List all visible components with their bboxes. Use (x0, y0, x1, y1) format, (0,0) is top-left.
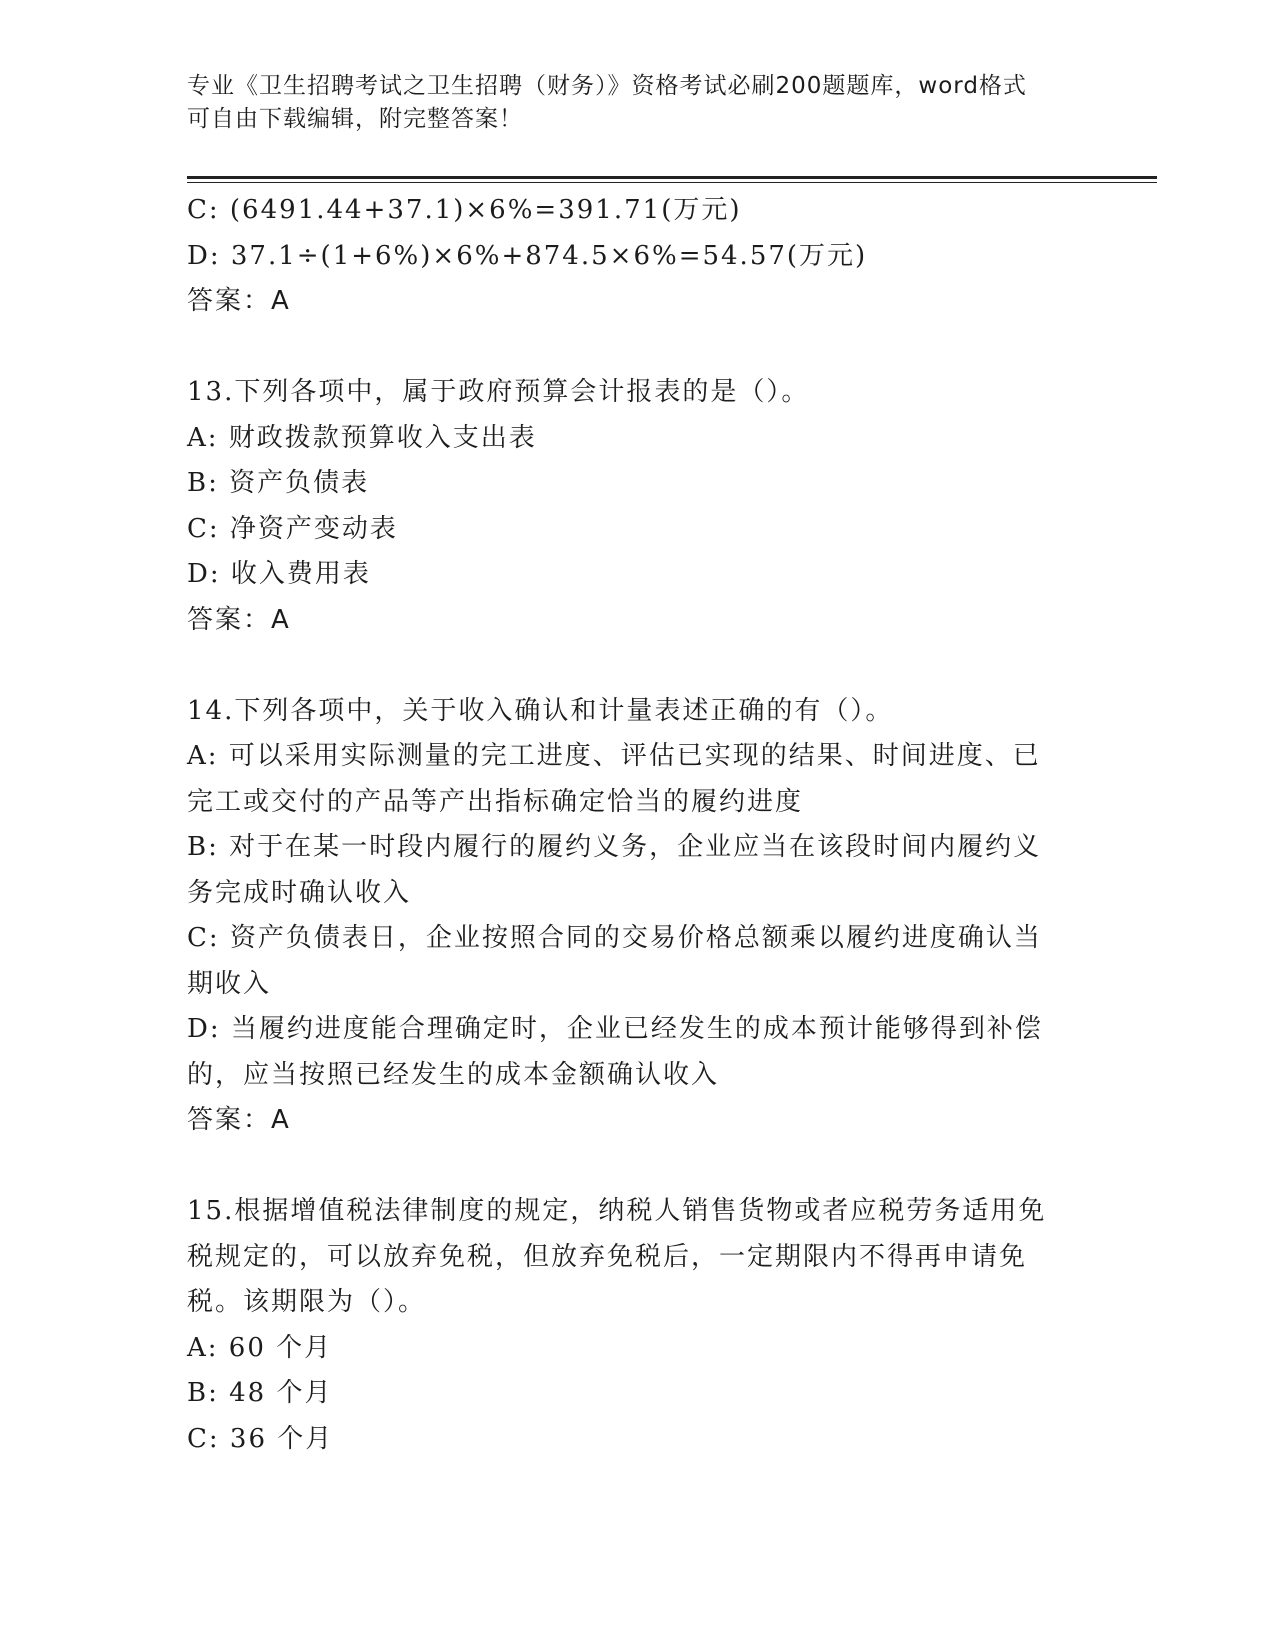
option-c-line-1: C: 资产负债表日，企业按照合同的交易价格总额乘以履约进度确认当 (187, 923, 1042, 953)
document-header (187, 70, 1087, 136)
spacer (187, 325, 1087, 371)
option-d-line-2: 的，应当按照已经发生的成本金额确认收入 (187, 1059, 720, 1090)
option-c: C: (6491.44+37.1)×6%=391.71(万元) (187, 195, 742, 225)
header-divider-thin (187, 182, 1157, 183)
question-stem: 13.下列各项中，属于政府预算会计报表的是（）。 (187, 377, 810, 407)
question-13 (187, 370, 1087, 643)
spacer (187, 1144, 1087, 1190)
document-body (187, 188, 1087, 1462)
option-a-line-2: 完工或交付的产品等产出指标确定恰当的履约进度 (187, 786, 804, 817)
spacer (187, 643, 1087, 689)
option-a-line-1: A: 可以采用实际测量的完工进度、评估已实现的结果、时间进度、已 (187, 741, 1041, 771)
question-stem-line-3: 税。该期限为（）。 (187, 1287, 427, 1317)
option-d: D: 收入费用表 (187, 559, 371, 589)
option-b-line-2: 务完成时确认收入 (187, 877, 412, 908)
option-a: A: 财政拨款预算收入支出表 (187, 422, 537, 453)
option-b-line-1: B: 对于在某一时段内履行的履约义务，企业应当在该段时间内履约义 (187, 832, 1042, 862)
option-a: A: 60 个月 (187, 1332, 333, 1363)
option-b: B: 资产负债表 (187, 468, 370, 498)
question-stem-line-2: 税规定的，可以放弃免税，但放弃免税后，一定期限内不得再申请免 (187, 1241, 1028, 1272)
option-d-line-1: D: 当履约进度能合理确定时，企业已经发生的成本预计能够得到补偿 (187, 1014, 1043, 1044)
header-divider-thick (187, 176, 1157, 179)
question-15 (187, 1189, 1087, 1462)
option-b: B: 48 个月 (187, 1378, 333, 1408)
answer: 答案：A (187, 286, 291, 316)
header-title-line-2: 可自由下载编辑，附完整答案！ (187, 106, 523, 132)
header-title-line-1: 专业《卫生招聘考试之卫生招聘（财务）》资格考试必刷200题题库，word格式 (187, 73, 1027, 99)
option-c: C: 36 个月 (187, 1423, 334, 1454)
option-d: D: 37.1÷(1+6%)×6%+874.5×6%=54.57(万元) (187, 240, 868, 271)
question-stem: 14.下列各项中，关于收入确认和计量表述正确的有（）。 (187, 695, 894, 726)
answer: 答案：A (187, 1105, 291, 1135)
option-c-line-2: 期收入 (187, 968, 272, 999)
question-stem-line-1: 15.根据增值税法律制度的规定，纳税人销售货物或者应税劳务适用免 (187, 1196, 1047, 1226)
question-14 (187, 689, 1087, 1144)
option-c: C: 净资产变动表 (187, 513, 398, 544)
answer: 答案：A (187, 604, 291, 635)
question-12-tail (187, 188, 1087, 325)
